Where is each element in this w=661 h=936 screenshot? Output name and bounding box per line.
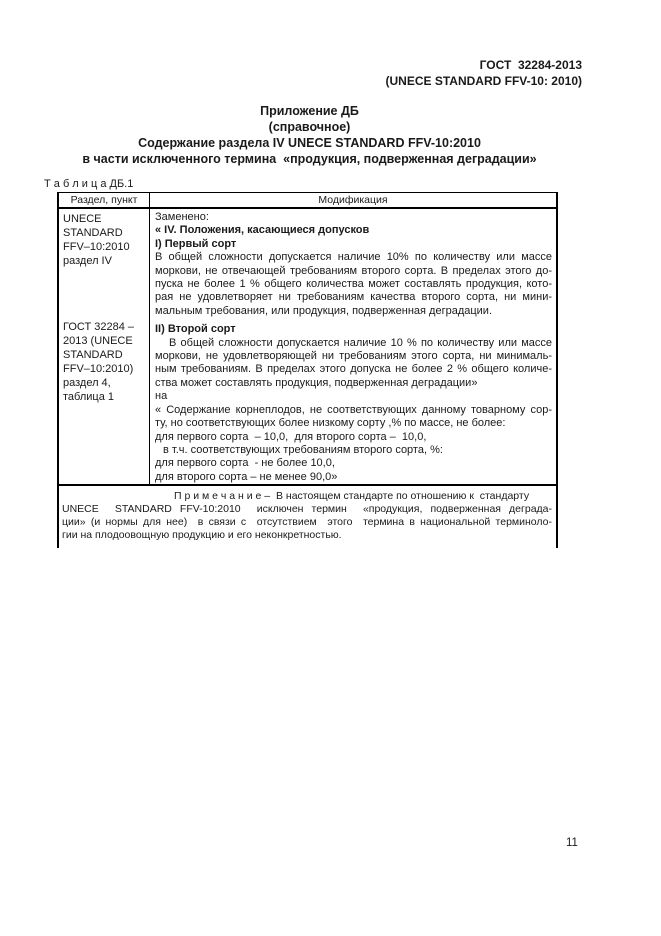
text-line: ту, но соответствующих более низкому сорту ,% по массе, не более: bbox=[155, 417, 506, 430]
text-line: ции» (и нормы для нее) в связи с отсутствием этого термина в национальной терминоло- bbox=[62, 516, 552, 529]
text-line: Заменено: bbox=[155, 211, 209, 223]
reference-unece-standard bbox=[63, 212, 147, 268]
text-line: мальным требования, или продукция, подверженная деградации. bbox=[155, 304, 493, 317]
text-line: раздел IV bbox=[63, 255, 112, 267]
text-line: пуска не более 1 % общего количества может составлять продукция, кото- bbox=[155, 278, 552, 291]
text-line: FFV–10:2010 bbox=[63, 241, 130, 253]
column-header-modification: Модификация bbox=[318, 194, 388, 206]
text-line: раздел 4, bbox=[63, 377, 111, 389]
text-line: I) Первый сорт bbox=[155, 237, 237, 250]
text-line: на bbox=[155, 390, 168, 403]
text-line: « Содержание корнеплодов, не соответствующих данному товарному сор- bbox=[155, 403, 552, 416]
table-note bbox=[59, 486, 556, 548]
text-line: (справочное) bbox=[268, 120, 351, 134]
text-line: « IV. Положения, касающиеся допусков bbox=[155, 224, 370, 237]
text-line: ства может составлять продукция, подверженная деградации» bbox=[155, 376, 478, 389]
text-line: В общей сложности допускается наличие 10% по количеству или массе bbox=[155, 251, 552, 264]
page-number: 11 bbox=[566, 837, 578, 849]
text-line: 2013 (UNECE bbox=[63, 335, 133, 347]
text-line: в части исключенного термина «продукция, подверженная деградации» bbox=[82, 152, 537, 166]
text-line: Содержание раздела IV UNECE STANDARD FFV-10:2010 bbox=[138, 136, 481, 150]
reference-gost-standard bbox=[63, 320, 147, 404]
table-body-row bbox=[59, 209, 556, 486]
text-line: STANDARD bbox=[63, 349, 123, 361]
text-line: таблица 1 bbox=[63, 391, 114, 403]
text-line: моркови, не удовлетворяющей ни требованиям этого сорта, ни минималь- bbox=[155, 350, 552, 363]
column-header-section: Раздел, пункт bbox=[59, 193, 150, 207]
text-line: для первого сорта – 10,0, для второго сорта – 10,0, bbox=[155, 430, 427, 443]
text-line: FFV–10:2010) bbox=[63, 363, 134, 375]
table-header-row bbox=[59, 193, 556, 209]
text-line: моркови, не отвечающей требованиям второго сорта. В пределах этого до- bbox=[155, 264, 552, 277]
text-line: П р и м е ч а н и е – В настоящем стандарте по отношению к стандарту bbox=[174, 490, 530, 503]
doc-header-standard-number: ГОСТ 32284-2013 bbox=[479, 58, 582, 72]
text-line: UNECE bbox=[63, 213, 102, 225]
text-line: В общей сложности допускается наличие 10 % по количеству или массе bbox=[169, 336, 552, 349]
text-line: STANDARD bbox=[63, 227, 123, 239]
table-label: Т а б л и ц а ДБ.1 bbox=[44, 178, 134, 190]
text-line: UNECE STANDARD FFV-10:2010 исключен термин «продукция, подверженная деграда- bbox=[62, 503, 552, 516]
text-line: Приложение ДБ bbox=[260, 104, 359, 118]
appendix-title bbox=[44, 103, 575, 167]
text-line: в т.ч. соответствующих требованиям второго сорта, %: bbox=[163, 443, 443, 456]
cell-modification bbox=[150, 209, 556, 484]
text-line: ным требованиям. В пределах этого допуска не более 2 % общего количе- bbox=[155, 363, 552, 376]
doc-header bbox=[386, 57, 582, 89]
text-line: гии на плодоовощную продукцию и его неконкретностью. bbox=[62, 529, 342, 542]
text-line: для первого сорта - не более 10,0, bbox=[155, 457, 335, 470]
table-db1 bbox=[57, 192, 558, 548]
text-line: ГОСТ 32284 – bbox=[63, 321, 135, 333]
text-line: для второго сорта – не менее 90,0» bbox=[155, 470, 338, 483]
cell-section-item bbox=[59, 209, 150, 484]
text-line: рая не удовлетворяет ни требованиям качества второго сорта, ни мини- bbox=[155, 291, 552, 304]
doc-header-unece-reference: (UNECE STANDARD FFV-10: 2010) bbox=[385, 74, 582, 88]
text-line: II) Второй сорт bbox=[155, 323, 236, 336]
